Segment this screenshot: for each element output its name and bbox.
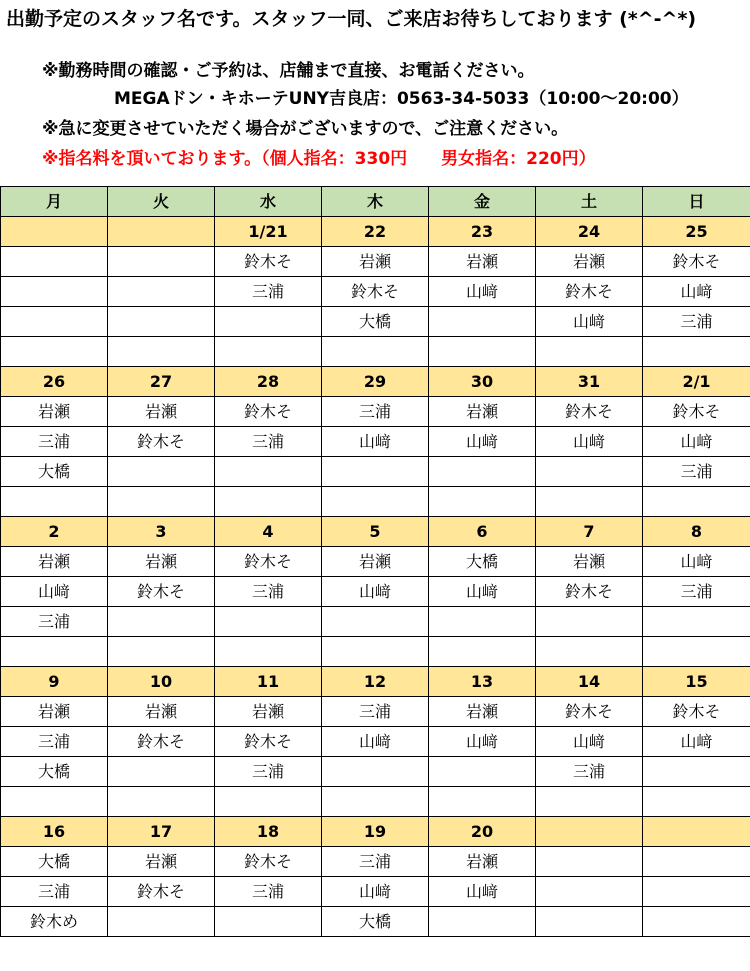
staff-row: [1, 487, 750, 517]
staff-cell: [108, 757, 215, 787]
staff-cell: [322, 757, 429, 787]
staff-cell: 鈴木そ: [643, 697, 750, 727]
staff-cell: 鈴木そ: [108, 577, 215, 607]
staff-cell: 三浦: [215, 577, 322, 607]
staff-cell: [1, 487, 108, 517]
staff-cell: [429, 457, 536, 487]
staff-cell: 山﨑: [643, 547, 750, 577]
staff-cell: 大橋: [429, 547, 536, 577]
weekday-header-row: [1, 187, 750, 217]
staff-cell: [536, 847, 643, 877]
date-row: [1, 517, 750, 547]
date-cell: 2/1: [643, 367, 750, 397]
staff-cell: [215, 787, 322, 817]
staff-cell: [322, 787, 429, 817]
weekday-header-cell: 土: [536, 187, 643, 217]
staff-cell: 岩瀬: [1, 697, 108, 727]
staff-cell: 三浦: [643, 307, 750, 337]
date-cell: 13: [429, 667, 536, 697]
date-cell: [643, 817, 750, 847]
date-cell: [108, 217, 215, 247]
date-row: [1, 217, 750, 247]
weekday-header-cell: 月: [1, 187, 108, 217]
date-cell: 24: [536, 217, 643, 247]
staff-cell: 三浦: [215, 757, 322, 787]
staff-cell: [108, 307, 215, 337]
staff-cell: 鈴木そ: [108, 427, 215, 457]
staff-cell: [1, 637, 108, 667]
date-cell: 12: [322, 667, 429, 697]
staff-cell: 山﨑: [429, 427, 536, 457]
date-cell: 9: [1, 667, 108, 697]
staff-cell: 山﨑: [643, 427, 750, 457]
staff-row: [1, 607, 750, 637]
staff-row: [1, 277, 750, 307]
date-cell: 11: [215, 667, 322, 697]
staff-cell: [322, 457, 429, 487]
staff-cell: 三浦: [215, 877, 322, 907]
staff-cell: 三浦: [1, 427, 108, 457]
staff-cell: 鈴木そ: [215, 247, 322, 277]
staff-cell: [643, 787, 750, 817]
staff-cell: [215, 907, 322, 937]
staff-row: [1, 547, 750, 577]
weekday-header-cell: 金: [429, 187, 536, 217]
staff-cell: [643, 877, 750, 907]
staff-cell: [536, 337, 643, 367]
date-cell: 22: [322, 217, 429, 247]
staff-cell: 岩瀬: [429, 397, 536, 427]
staff-cell: 山﨑: [322, 577, 429, 607]
date-cell: 20: [429, 817, 536, 847]
staff-cell: [215, 607, 322, 637]
date-cell: 27: [108, 367, 215, 397]
staff-cell: 鈴木そ: [215, 547, 322, 577]
staff-cell: [536, 607, 643, 637]
staff-cell: [322, 607, 429, 637]
date-cell: [1, 217, 108, 247]
date-cell: 17: [108, 817, 215, 847]
staff-cell: [1, 307, 108, 337]
staff-cell: 大橋: [322, 907, 429, 937]
staff-cell: [643, 847, 750, 877]
staff-cell: 鈴木そ: [536, 397, 643, 427]
staff-cell: 岩瀬: [1, 547, 108, 577]
weekday-header-cell: 火: [108, 187, 215, 217]
staff-row: [1, 637, 750, 667]
staff-cell: [108, 337, 215, 367]
staff-cell: 山﨑: [429, 277, 536, 307]
staff-row: [1, 757, 750, 787]
staff-cell: [215, 637, 322, 667]
staff-row: [1, 457, 750, 487]
staff-cell: 岩瀬: [108, 697, 215, 727]
staff-cell: 岩瀬: [108, 847, 215, 877]
staff-row: [1, 427, 750, 457]
staff-cell: 大橋: [1, 457, 108, 487]
staff-row: [1, 727, 750, 757]
date-row: [1, 817, 750, 847]
date-cell: 31: [536, 367, 643, 397]
date-row: [1, 667, 750, 697]
date-cell: [536, 817, 643, 847]
staff-cell: [215, 337, 322, 367]
date-cell: 1/21: [215, 217, 322, 247]
date-cell: 3: [108, 517, 215, 547]
staff-cell: [322, 337, 429, 367]
date-cell: 28: [215, 367, 322, 397]
staff-cell: [215, 307, 322, 337]
staff-cell: 三浦: [1, 877, 108, 907]
staff-row: [1, 847, 750, 877]
staff-cell: [215, 457, 322, 487]
date-cell: 26: [1, 367, 108, 397]
staff-cell: 山﨑: [536, 427, 643, 457]
staff-cell: 三浦: [215, 427, 322, 457]
staff-cell: 三浦: [215, 277, 322, 307]
staff-cell: 鈴木そ: [536, 697, 643, 727]
staff-cell: [429, 637, 536, 667]
staff-row: [1, 337, 750, 367]
staff-cell: [643, 607, 750, 637]
staff-cell: 三浦: [1, 607, 108, 637]
staff-cell: [322, 487, 429, 517]
notice-title: 出勤予定のスタッフ名です。スタッフ一同、ご来店お待ちしております (*^-^*): [6, 8, 697, 30]
staff-cell: 岩瀬: [108, 397, 215, 427]
staff-cell: 鈴木そ: [108, 877, 215, 907]
staff-row: [1, 397, 750, 427]
staff-cell: [643, 337, 750, 367]
staff-cell: [429, 607, 536, 637]
staff-cell: 鈴木そ: [643, 247, 750, 277]
date-cell: 16: [1, 817, 108, 847]
staff-row: [1, 877, 750, 907]
staff-cell: [108, 787, 215, 817]
staff-cell: 山﨑: [536, 307, 643, 337]
staff-cell: [1, 337, 108, 367]
staff-row: [1, 697, 750, 727]
notice-contact-note: ※勤務時間の確認・ご予約は、店舗まで直接、お電話ください。: [42, 61, 535, 81]
date-cell: 8: [643, 517, 750, 547]
staff-cell: 三浦: [322, 847, 429, 877]
staff-cell: 岩瀬: [536, 547, 643, 577]
staff-cell: 大橋: [322, 307, 429, 337]
staff-cell: [322, 637, 429, 667]
staff-cell: 鈴木そ: [536, 577, 643, 607]
staff-cell: 鈴木そ: [215, 727, 322, 757]
date-cell: 19: [322, 817, 429, 847]
date-cell: 10: [108, 667, 215, 697]
date-cell: 4: [215, 517, 322, 547]
staff-cell: [429, 337, 536, 367]
staff-cell: [108, 907, 215, 937]
staff-cell: [1, 787, 108, 817]
staff-row: [1, 907, 750, 937]
staff-cell: 鈴木そ: [108, 727, 215, 757]
notice-change-warning: ※急に変更させていただく場合がございますので、ご注意ください。: [42, 119, 569, 139]
staff-row: [1, 307, 750, 337]
date-cell: 14: [536, 667, 643, 697]
staff-cell: 鈴木そ: [322, 277, 429, 307]
staff-cell: 大橋: [1, 757, 108, 787]
staff-cell: [643, 637, 750, 667]
staff-cell: 三浦: [643, 457, 750, 487]
staff-cell: [536, 877, 643, 907]
staff-cell: 鈴木そ: [215, 847, 322, 877]
staff-cell: [536, 787, 643, 817]
staff-cell: 岩瀬: [429, 847, 536, 877]
staff-cell: [1, 277, 108, 307]
staff-cell: 三浦: [643, 577, 750, 607]
staff-cell: [429, 757, 536, 787]
date-row: [1, 367, 750, 397]
staff-row: [1, 247, 750, 277]
staff-cell: [108, 247, 215, 277]
staff-cell: [1, 247, 108, 277]
weekday-header-cell: 木: [322, 187, 429, 217]
date-cell: 15: [643, 667, 750, 697]
staff-cell: 岩瀬: [322, 247, 429, 277]
staff-cell: 岩瀬: [429, 697, 536, 727]
date-cell: 6: [429, 517, 536, 547]
staff-cell: 鈴木そ: [643, 397, 750, 427]
date-cell: 25: [643, 217, 750, 247]
staff-cell: [643, 757, 750, 787]
staff-cell: [429, 487, 536, 517]
staff-cell: 山﨑: [322, 427, 429, 457]
staff-cell: 岩瀬: [215, 697, 322, 727]
staff-schedule-table: [0, 186, 750, 937]
staff-cell: 岩瀬: [536, 247, 643, 277]
staff-cell: 鈴木そ: [215, 397, 322, 427]
staff-cell: [536, 637, 643, 667]
store-phone-hours: MEGAドン・キホーテUNY吉良店：0563-34-5033（10:00〜20:00）: [114, 89, 689, 109]
staff-cell: 山﨑: [429, 877, 536, 907]
nomination-fee-note: ※指名料を頂いております。（個人指名：330円 男女指名：220円）: [42, 149, 596, 169]
staff-cell: 岩瀬: [1, 397, 108, 427]
staff-cell: 山﨑: [643, 277, 750, 307]
staff-cell: [108, 487, 215, 517]
staff-cell: 山﨑: [429, 577, 536, 607]
date-cell: 29: [322, 367, 429, 397]
staff-cell: 鈴木め: [1, 907, 108, 937]
weekday-header-cell: 水: [215, 187, 322, 217]
staff-cell: 岩瀬: [108, 547, 215, 577]
staff-cell: 岩瀬: [322, 547, 429, 577]
weekday-header-cell: 日: [643, 187, 750, 217]
staff-cell: [108, 277, 215, 307]
staff-cell: 山﨑: [322, 877, 429, 907]
staff-cell: [536, 457, 643, 487]
staff-cell: [108, 607, 215, 637]
staff-row: [1, 787, 750, 817]
date-cell: 5: [322, 517, 429, 547]
staff-cell: 三浦: [322, 697, 429, 727]
staff-cell: 大橋: [1, 847, 108, 877]
date-cell: 23: [429, 217, 536, 247]
staff-cell: [536, 907, 643, 937]
staff-cell: [429, 307, 536, 337]
staff-cell: [108, 637, 215, 667]
staff-cell: 山﨑: [536, 727, 643, 757]
staff-cell: [643, 907, 750, 937]
staff-cell: [429, 907, 536, 937]
staff-cell: 山﨑: [322, 727, 429, 757]
date-cell: 30: [429, 367, 536, 397]
staff-cell: [215, 487, 322, 517]
staff-cell: [643, 487, 750, 517]
date-cell: 7: [536, 517, 643, 547]
staff-row: [1, 577, 750, 607]
staff-cell: [429, 787, 536, 817]
staff-cell: 山﨑: [1, 577, 108, 607]
date-cell: 2: [1, 517, 108, 547]
date-cell: 18: [215, 817, 322, 847]
staff-cell: [108, 457, 215, 487]
staff-cell: 三浦: [322, 397, 429, 427]
staff-cell: 鈴木そ: [536, 277, 643, 307]
staff-cell: 岩瀬: [429, 247, 536, 277]
staff-cell: 三浦: [536, 757, 643, 787]
staff-cell: 三浦: [1, 727, 108, 757]
staff-cell: [536, 487, 643, 517]
staff-cell: 山﨑: [643, 727, 750, 757]
staff-cell: 山﨑: [429, 727, 536, 757]
